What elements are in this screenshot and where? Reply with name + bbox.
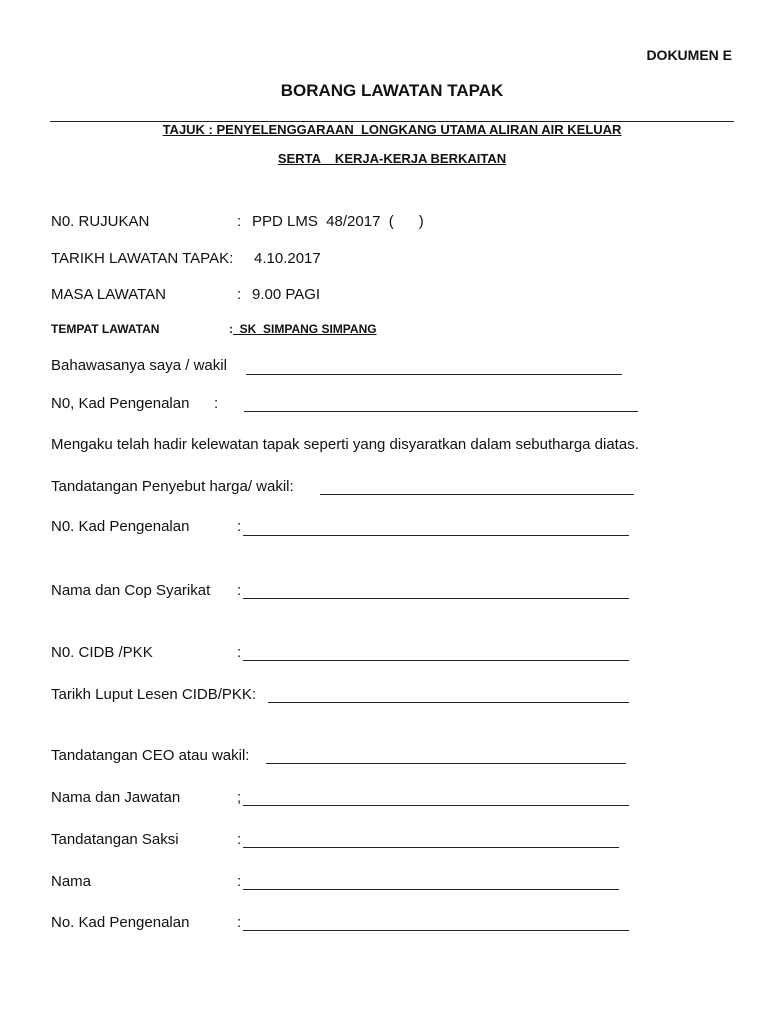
subtitle-line-2: SERTA KERJA-KERJA BERKAITAN bbox=[277, 151, 507, 166]
sign-label: Tandatangan Penyebut harga/ wakil: bbox=[51, 478, 294, 495]
jawatan-sep: ; bbox=[237, 789, 242, 806]
ic2-sep: : bbox=[237, 518, 242, 535]
company-field[interactable] bbox=[243, 598, 629, 599]
jawatan-field[interactable] bbox=[243, 805, 629, 806]
jawatan-label: Nama dan Jawatan bbox=[51, 789, 181, 806]
ceo-label: Tandatangan CEO atau wakil: bbox=[51, 747, 250, 764]
expiry-field[interactable] bbox=[268, 702, 629, 703]
cidb-label: N0. CIDB /PKK bbox=[51, 644, 153, 661]
subtitle-line-1: TAJUK : PENYELENGGARAAN LONGKANG UTAMA ALIRAN AIR KELUAR bbox=[162, 122, 622, 137]
nama-label: Nama bbox=[51, 873, 92, 890]
tarikh-value: 4.10.2017 bbox=[254, 250, 321, 267]
saksi-label: Tandatangan Saksi bbox=[51, 831, 179, 848]
cidb-sep: : bbox=[237, 644, 242, 661]
ic1-sep: : bbox=[214, 395, 219, 412]
tempat-sep: : bbox=[229, 322, 233, 336]
wakil-field[interactable] bbox=[246, 374, 622, 375]
sign-field[interactable] bbox=[320, 494, 634, 495]
company-label: Nama dan Cop Syarikat bbox=[51, 582, 211, 599]
saksi-field[interactable] bbox=[243, 847, 619, 848]
nama-sep: : bbox=[237, 873, 242, 890]
declaration-text: Mengaku telah hadir kelewatan tapak seperti yang disyaratkan dalam sebutharga diatas. bbox=[51, 436, 639, 453]
nama-field[interactable] bbox=[243, 889, 619, 890]
rujukan-value: PPD LMS 48/2017 ( ) bbox=[252, 213, 424, 230]
ic3-sep: : bbox=[237, 914, 242, 931]
ic2-label: N0. Kad Pengenalan bbox=[51, 518, 190, 535]
ic2-field[interactable] bbox=[243, 535, 629, 536]
ic3-field[interactable] bbox=[243, 930, 629, 931]
company-sep: : bbox=[237, 582, 242, 599]
masa-value: 9.00 PAGI bbox=[252, 286, 321, 303]
masa-sep: : bbox=[237, 286, 242, 303]
ic3-label: No. Kad Pengenalan bbox=[51, 914, 190, 931]
tempat-value: _SK SIMPANG SIMPANG bbox=[233, 322, 377, 336]
tarikh-label: TARIKH LAWATAN TAPAK: bbox=[51, 250, 234, 267]
ic1-field[interactable] bbox=[244, 411, 638, 412]
saksi-sep: : bbox=[237, 831, 242, 848]
wakil-label: Bahawasanya saya / wakil bbox=[51, 357, 227, 374]
tempat-label: TEMPAT LAWATAN bbox=[51, 322, 160, 336]
rujukan-label: N0. RUJUKAN bbox=[51, 213, 150, 230]
ic1-label: N0, Kad Pengenalan bbox=[51, 395, 190, 412]
ceo-field[interactable] bbox=[266, 763, 626, 764]
cidb-field[interactable] bbox=[243, 660, 629, 661]
form-title: BORANG LAWATAN TAPAK bbox=[280, 81, 504, 100]
expiry-label: Tarikh Luput Lesen CIDB/PKK: bbox=[51, 686, 257, 703]
rujukan-sep: : bbox=[237, 213, 242, 230]
masa-label: MASA LAWATAN bbox=[51, 286, 167, 303]
document-id: DOKUMEN E bbox=[646, 47, 732, 63]
